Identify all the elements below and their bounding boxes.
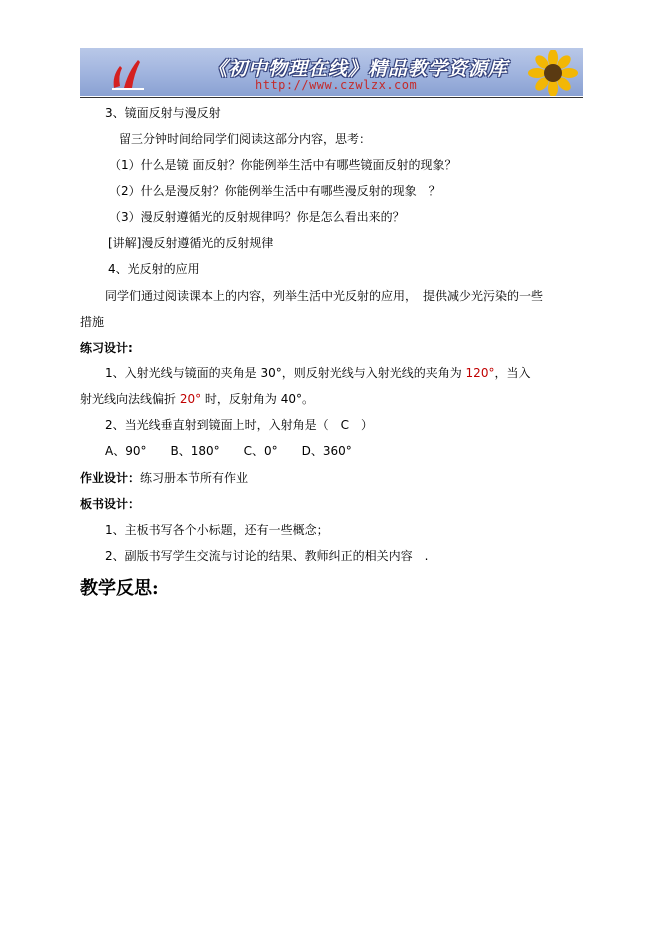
homework (80, 470, 248, 486)
header-rule (80, 97, 583, 98)
homework-heading: 作业设计： (80, 471, 141, 485)
board-item-1: 1、主板书写各个小标题，还有一些概念； (105, 523, 329, 537)
reflection-heading: 教学反思: (80, 578, 159, 599)
practice-1-text-c: 射光线向法线偏折 (80, 392, 180, 406)
sunflower-icon (525, 50, 581, 96)
practice-1-text-a: 1、入射光线与镜面的夹角是 30°，则反射光线与入射光线的夹角为 (105, 366, 466, 380)
question-1: （1）什么是镜 面反射？你能例举生活中有哪些镜面反射的现象？ (109, 158, 457, 172)
question-3: （3）漫反射遵循光的反射规律吗？你是怎么看出来的？ (109, 210, 405, 224)
banner-title: 《初中物理在线》精品教学资源库 (208, 58, 509, 80)
board-item-2: 2、副版书写学生交流与讨论的结果、教师纠正的相关内容 . (105, 549, 429, 563)
practice-1-cont (80, 391, 314, 407)
homework-text: 练习册本节所有作业 (140, 471, 249, 485)
practice-1-answer-1: 120° (465, 366, 495, 380)
practice-2: 2、当光线垂直射到镜面上时，入射角是（ C ） (105, 418, 374, 432)
logo-icon (108, 54, 148, 92)
explanation: [讲解]漫反射遵循光的反射规律 (108, 236, 274, 250)
section-3-title: 3、镜面反射与漫反射 (105, 106, 221, 120)
board-heading: 板书设计： (80, 497, 141, 511)
question-2: （2）什么是漫反射？你能例举生活中有哪些漫反射的现象 ？ (109, 184, 441, 198)
practice-1-text-b: ，当入 (494, 366, 531, 380)
section-4-text: 同学们通过阅读课本上的内容，列举生活中光反射的应用， 提供减少光污染的一些 (105, 289, 544, 303)
practice-heading: 练习设计: (80, 341, 133, 355)
banner-url: http://www.czwlzx.com (255, 78, 418, 92)
practice-2-options: A、90° B、180° C、0° D、360° (105, 444, 352, 458)
section-4-title: 4、光反射的应用 (108, 262, 200, 276)
practice-1-answer-2: 20° (179, 392, 202, 406)
practice-1-text-d: 时，反射角为 40°。 (201, 392, 315, 406)
section-4-text-cont: 措施 (80, 315, 105, 329)
section-3-intro: 留三分钟时间给同学们阅读这部分内容，思考： (119, 132, 372, 146)
practice-1 (105, 365, 530, 381)
header-banner (80, 48, 583, 96)
